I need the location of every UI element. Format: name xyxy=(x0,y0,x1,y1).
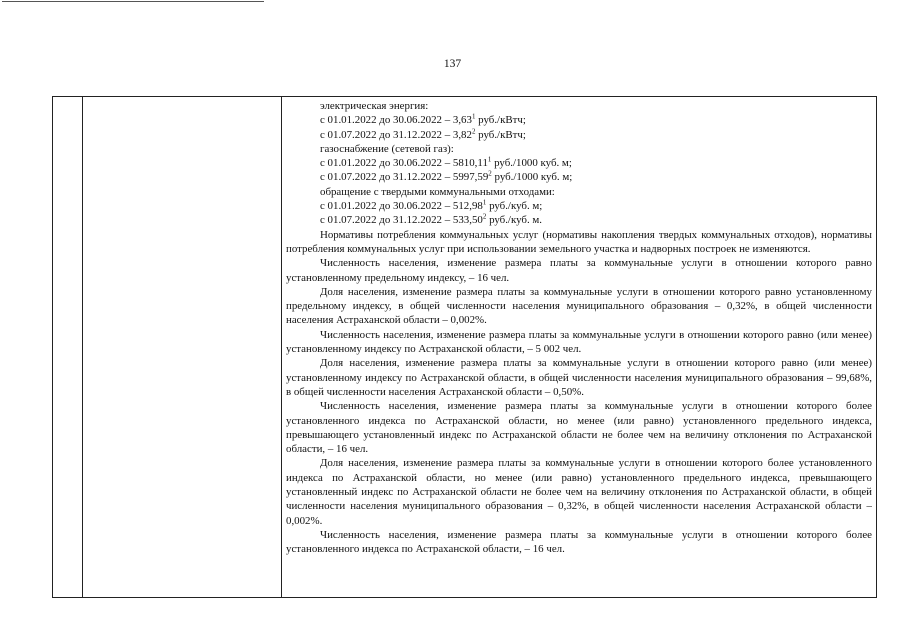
footnote-marker: 2 xyxy=(471,126,476,135)
table-cell-number xyxy=(53,97,83,598)
document-table xyxy=(52,96,877,598)
paragraph-share-equal-limit: Доля населения, изменение размера платы за коммунальные услуги в отношении которого равно установленному предельному индексу, в общей численности населения муниципального образования – 0,32%, в общей численности населения Астраханской области – 0,002%. xyxy=(286,285,872,327)
tariff-line: с 01.07.2022 до 31.12.2022 – 533,50$^2$ руб./куб. м. xyxy=(320,212,542,227)
tariff-line: обращение с твердыми коммунальными отходами: xyxy=(320,185,555,198)
footnote-marker: 1 xyxy=(487,155,492,164)
table-cell-content xyxy=(282,97,877,598)
footnote-marker: 2 xyxy=(488,169,492,178)
tariff-line: газоснабжение (сетевой газ): xyxy=(320,142,454,155)
header-rule xyxy=(2,1,264,2)
paragraph-share-above-index: Доля населения, изменение размера платы за коммунальные услуги в отношении которого более установленного индекса по Астраханской области, но менее (или равно) установленного предельного индекса, превышающего установленный индекс по Астраханской области не более чем на величину отклонения по Астраханской области, в общей численности населения муниципального образования – 0,32%, в общей численности населения Астраханской области – 0,002%. xyxy=(286,457,872,527)
tariff-line: с 01.01.2022 до 30.06.2022 – 3,63$^1$ руб./кВтч; xyxy=(320,112,526,127)
footnote-marker: 2 xyxy=(482,212,487,221)
footnote-marker: 1 xyxy=(471,112,476,121)
tariff-line: с 01.01.2022 до 30.06.2022 – 512,98$^1$ руб./куб. м; xyxy=(320,198,543,213)
paragraph-norms: Нормативы потребления коммунальных услуг (нормативы накопления твердых коммунальных отходов), нормативы потребления коммунальных услуг при использовании земельного участка и надворных построек не изменяются. xyxy=(286,228,872,255)
table-cell-name xyxy=(83,97,282,598)
footnote-marker: 1 xyxy=(482,198,487,207)
paragraph-population-exceeding-index: Численность населения, изменение размера платы за коммунальные услуги в отношении которого более установленного индекса по Астраханской области, – 16 чел. xyxy=(286,528,872,556)
paragraph-share-within-index: Доля населения, изменение размера платы за коммунальные услуги в отношении которого равно (или менее) установленному индексу по Астраханской области, в общей численности населения муниципального образования – 99,68%, в общей численности населения Астраханской области – 0,50%. xyxy=(286,357,872,398)
tariff-line: с 01.07.2022 до 31.12.2022 – 3,82$^2$ руб./кВтч; xyxy=(320,126,526,141)
tariff-line: электрическая энергия: xyxy=(320,100,429,112)
paragraph-population-above-index: Численность населения, изменение размера платы за коммунальные услуги в отношении которого более установленного индекса по Астраханской области, но менее (или равно) установленного предельного индекса, превышающего установленный индекс по Астраханской области не более чем на величину отклонения по Астраханской области, – 16 чел. xyxy=(286,400,872,456)
paragraph-population-equal-limit: Численность населения, изменение размера платы за коммунальные услуги в отношении которого равно установленному предельному индексу, – 16 чел. xyxy=(286,257,872,284)
tariff-line: с 01.01.2022 до 30.06.2022 – 5810,11$^1$ руб./1000 куб. м; xyxy=(320,155,572,170)
table-row xyxy=(53,97,877,598)
page-number: 137 xyxy=(443,58,462,70)
paragraph-population-within-index: Численность населения, изменение размера платы за коммунальные услуги в отношении которого равно (или менее) установленному индексу по Астраханской области, – 5 002 чел. xyxy=(286,328,872,356)
tariff-list xyxy=(286,99,872,228)
content-body xyxy=(286,99,872,595)
tariff-line: с 01.07.2022 до 31.12.2022 – 5997,59$^2$ руб./1000 куб. м; xyxy=(320,169,573,184)
